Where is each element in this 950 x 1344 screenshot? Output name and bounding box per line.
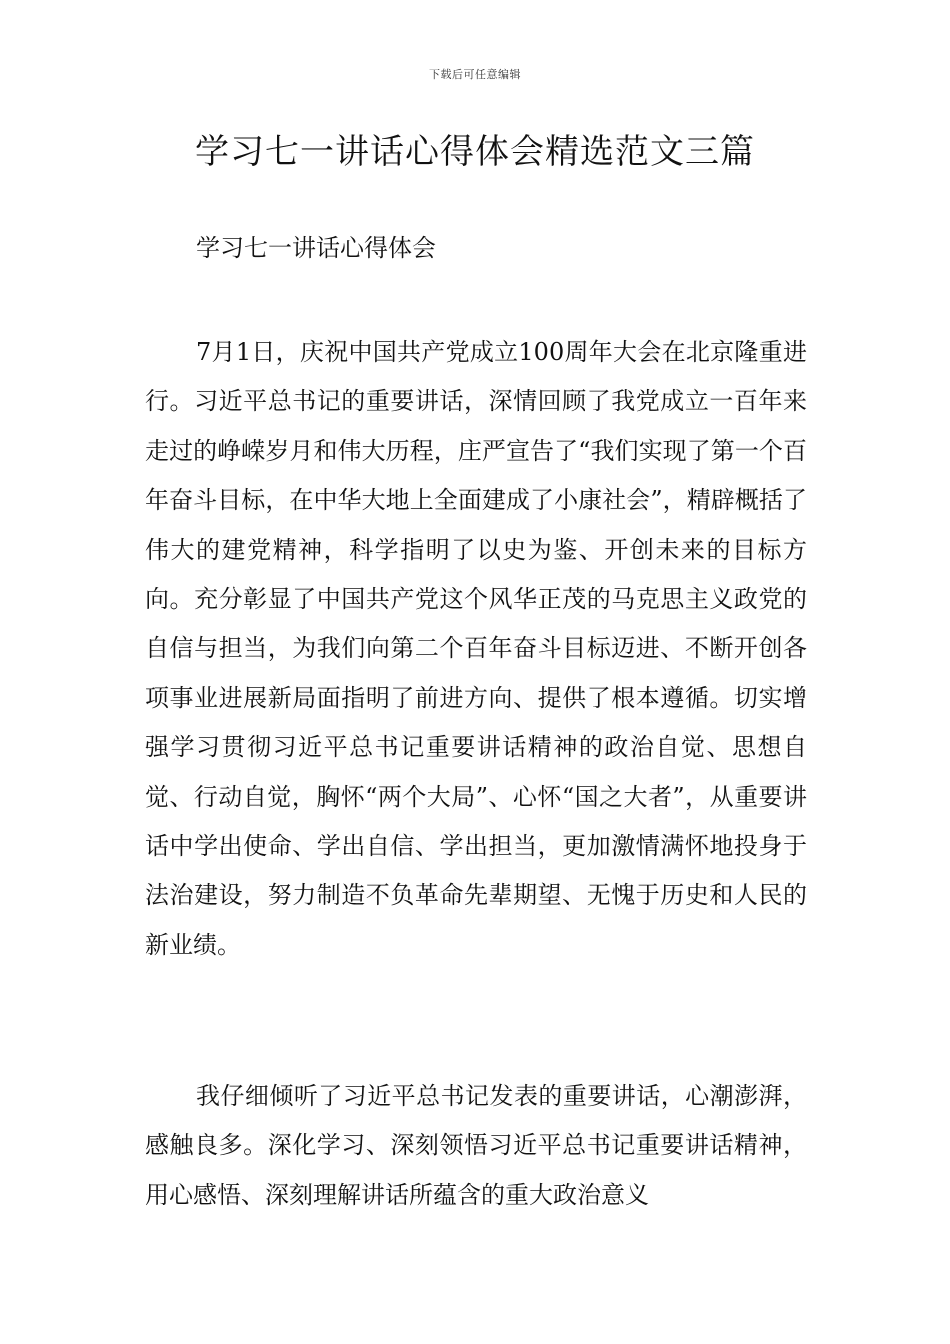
page-header-note: 下载后可任意编辑 [429,68,521,81]
document-title: 学习七一讲话心得体会精选范文三篇 [195,132,755,172]
section-heading: 学习七一讲话心得体会 [196,234,436,262]
body-paragraph: 7月1日，庆祝中国共产党成立100周年大会在北京隆重进行。习近平总书记的重要讲话，深情回顾了我党成立一百年来走过的峥嵘岁月和伟大历程，庄严宣告了“我们实现了第一个百年奋斗目标，在中华大地上全面建成了小康社会”，精辟概括了伟大的建党精神，科学指明了以史为鉴、开创未来的目标方向。充分彰显了中国共产党这个风华正茂的马克思主义政党的自信与担当，为我们向第二个百年奋斗目标迈进、不断开创各项事业进展新局面指明了前进方向、提供了根本遵循。切实增强学习贯彻习近平总书记重要讲话精神的政治自觉、思想自觉、行动自觉，胸怀“两个大局”、心怀“国之大者”，从重要讲话中学出使命、学出自信、学出担当，更加激情满怀地投身于法治建设，努力制造不负革命先辈期望、无愧于历史和人民的新业绩。 [145,338,807,959]
body-paragraph: 我仔细倾听了习近平总书记发表的重要讲话，心潮澎湃，感触良多。深化学习、深刻领悟习近平总书记重要讲话精神，用心感悟、深刻理解讲话所蕴含的重大政治意义 [145,1082,807,1209]
